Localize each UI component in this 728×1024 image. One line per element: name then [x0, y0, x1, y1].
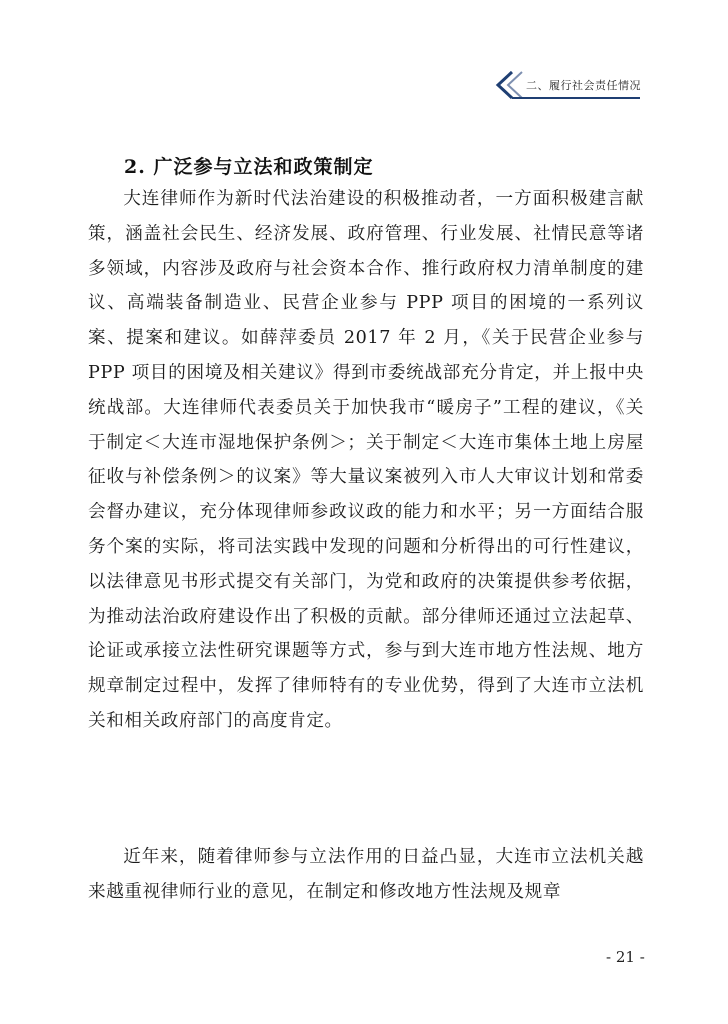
header-underline: [512, 97, 640, 99]
body-paragraph-2: 近年来，随着律师参与立法作用的日益凸显，大连市立法机关越来越重视律师行业的意见，在制定和修改地方性法规及规章: [88, 847, 644, 902]
running-header: [490, 70, 640, 100]
chevron-double-left-icon: [490, 70, 530, 100]
header-section-label: 二、履行社会责任情况: [526, 79, 641, 92]
page-number: - 21 -: [606, 948, 645, 966]
body-paragraph-1: 大连律师作为新时代法治建设的积极推动者，一方面积极建言献策，涵盖社会民生、经济发展、政府管理、行业发展、社情民意等诸多领域，内容涉及政府与社会资本合作、推行政府权力清单制度的建议、高端装备制造业、民营企业参与 PPP 项目的困境的一系列议案、提案和建议。如薛萍委员 2017 年 2 月，《关于民营企业参与 PPP 项目的困境及相关建议》得到市委统战部充分肯定，并上报中央统战部。大连律师代表委员关于加快我市“暖房子”工程的建议，《关于制定＜大连市湿地保护条例＞；关于制定＜大连市集体土地上房屋征收与补偿条例＞的议案》等大量议案被列入市人大审议计划和常委会督办建议，充分体现律师参政议政的能力和水平；另一方面结合服务个案的实际，将司法实践中发现的问题和分析得出的可行性建议，以法律意见书形式提交有关部门，为党和政府的决策提供参考依据，为推动法治政府建设作出了积极的贡献。部分律师还通过立法起草、论证或承接立法性研究课题等方式，参与到大连市地方性法规、地方规章制定过程中，发挥了律师特有的专业优势，得到了大连市立法机关和相关政府部门的高度肯定。: [88, 189, 644, 731]
section-heading: 2. 广泛参与立法和政策制定: [124, 156, 374, 178]
